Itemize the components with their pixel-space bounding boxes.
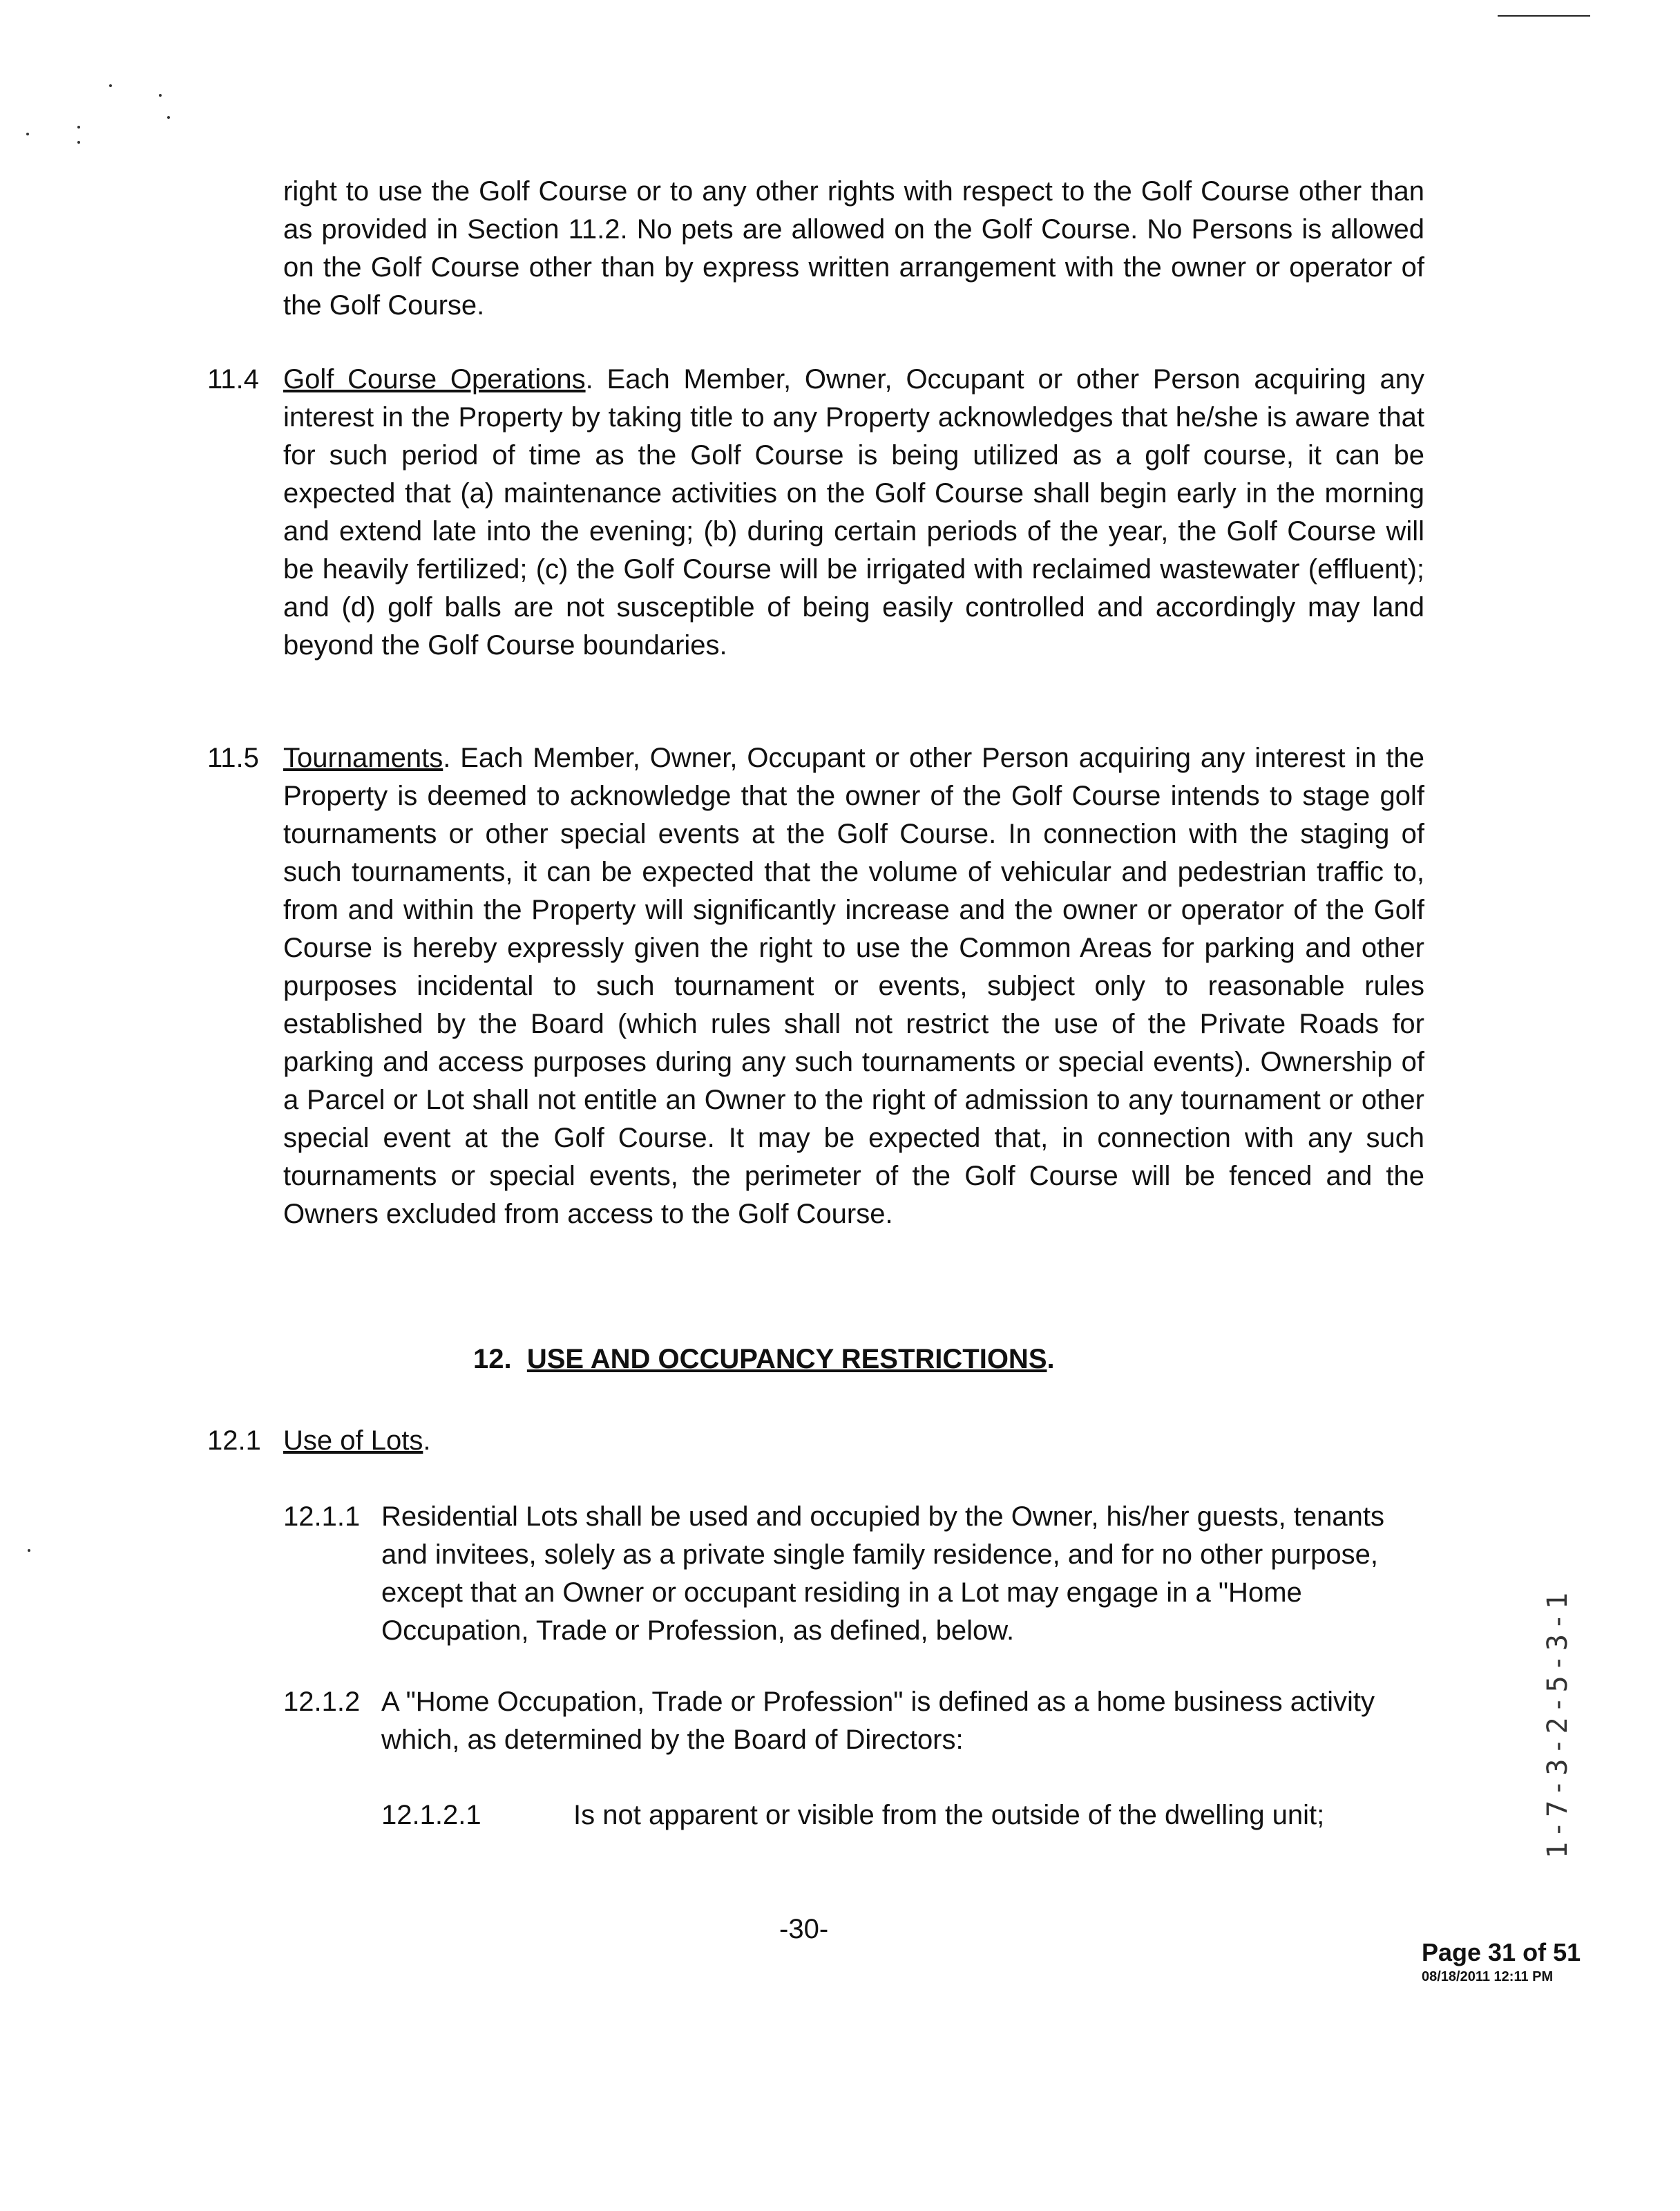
stamp-timestamp: 08/18/2011 12:11 PM: [1422, 1969, 1554, 1984]
article-12-trail: .: [1047, 1344, 1055, 1374]
subsection-12-1-1-text: Residential Lots shall be used and occupied by the Owner, his/her guests, tenants and invitees, solely as a private single family residence, and for no other purpose, except that an Owner or occupant residing in a Lot may engage in a "Home Occupation, Trade or Profession, as defined, below.: [381, 1501, 1385, 1646]
section-11-4-number: 11.4: [207, 364, 259, 395]
page-number: -30-: [779, 1914, 829, 1944]
section-12-1-trail: .: [423, 1425, 431, 1456]
article-12-number: 12.: [473, 1344, 512, 1374]
document-id-vertical: 1-7-3-2-5-3-1: [1542, 1588, 1574, 1859]
section-11-5-number: 11.5: [207, 743, 259, 773]
section-11-4-paragraph: [283, 361, 1424, 665]
subsection-12-1-2-text: A "Home Occupation, Trade or Profession" is defined as a home business activity which, as determined by the Board of Directors:: [381, 1687, 1375, 1755]
scan-speck: [167, 116, 170, 119]
scan-speck: [77, 141, 80, 144]
stamp-page-label: Page 31 of 51: [1422, 1938, 1581, 1966]
scan-speck: [109, 84, 112, 87]
article-12-heading: [473, 1340, 1055, 1378]
scan-speck: [159, 94, 162, 97]
section-12-1-number: 12.1: [207, 1425, 261, 1456]
section-12-1-title: Use of Lots: [283, 1425, 423, 1456]
top-right-rule: [1498, 15, 1590, 17]
recording-stamp: [1422, 1937, 1581, 1986]
subsubsection-12-1-2-1-number: 12.1.2.1: [381, 1800, 481, 1830]
section-11-4-title: Golf Course Operations: [283, 364, 586, 395]
article-12-title: USE AND OCCUPANCY RESTRICTIONS: [526, 1344, 1047, 1374]
section-11-4-text: . Each Member, Owner, Occupant or other Person acquiring any interest in the Property by taking title to any Property acknowledges that he/she is aware that for such period of time as the Golf Course is being utilized as a golf course, it can be expected that (a) maintenance activities on the Golf Course shall begin early in the morning and extend late into the evening; (b) during certain periods of the year, the Golf Course will be heavily fertilized; (c) the Golf Course will be irrigated with reclaimed wastewater (effluent); and (d) golf balls are not susceptible of being easily controlled and accordingly may land beyond the Golf Course boundaries.: [283, 364, 1424, 661]
subsubsection-12-1-2-1-text: Is not apparent or visible from the outside of the dwelling unit;: [573, 1800, 1325, 1830]
section-11-5-text: . Each Member, Owner, Occupant or other Person acquiring any interest in the Property is deemed to acknowledge that the owner of the Golf Course intends to stage golf tournaments or other special events at the Golf Course. In connection with the staging of such tournaments, it can be expected that the volume of vehicular and pedestrian traffic to, from and within the Property will significantly increase and the owner or operator of the Golf Course is hereby expressly given the right to use the Common Areas for parking and other purposes incidental to such tournament or events, subject only to reasonable rules established by the Board (which rules shall not restrict the use of the Private Roads for parking and access purposes during any such tournaments or special events). Ownership of a Parcel or Lot shall not entitle an Owner to the right of admission to any tournament or other special event at the Golf Course. It may be expected that, in connection with any such tournaments or special events, the perimeter of the Golf Course will be fenced and the Owners excluded from access to the Golf Course.: [283, 743, 1424, 1229]
intro-paragraph: right to use the Golf Course or to any other rights with respect to the Golf Course other than as provided in Section 11.2. No pets are allowed on the Golf Course. No Persons is allowed on the Golf Course other than by express written arrangement with the owner or operator of the Golf Course.: [283, 176, 1424, 321]
section-11-5-paragraph: [283, 739, 1424, 1233]
subsection-12-1-2-number: 12.1.2: [283, 1687, 361, 1717]
scan-speck: [26, 133, 29, 135]
scan-speck: [77, 126, 80, 129]
section-12-1-heading: [283, 1422, 430, 1460]
scan-speck: [28, 1549, 30, 1552]
subsection-12-1-1-number: 12.1.1: [283, 1501, 361, 1532]
section-11-5-title: Tournaments: [283, 743, 443, 773]
